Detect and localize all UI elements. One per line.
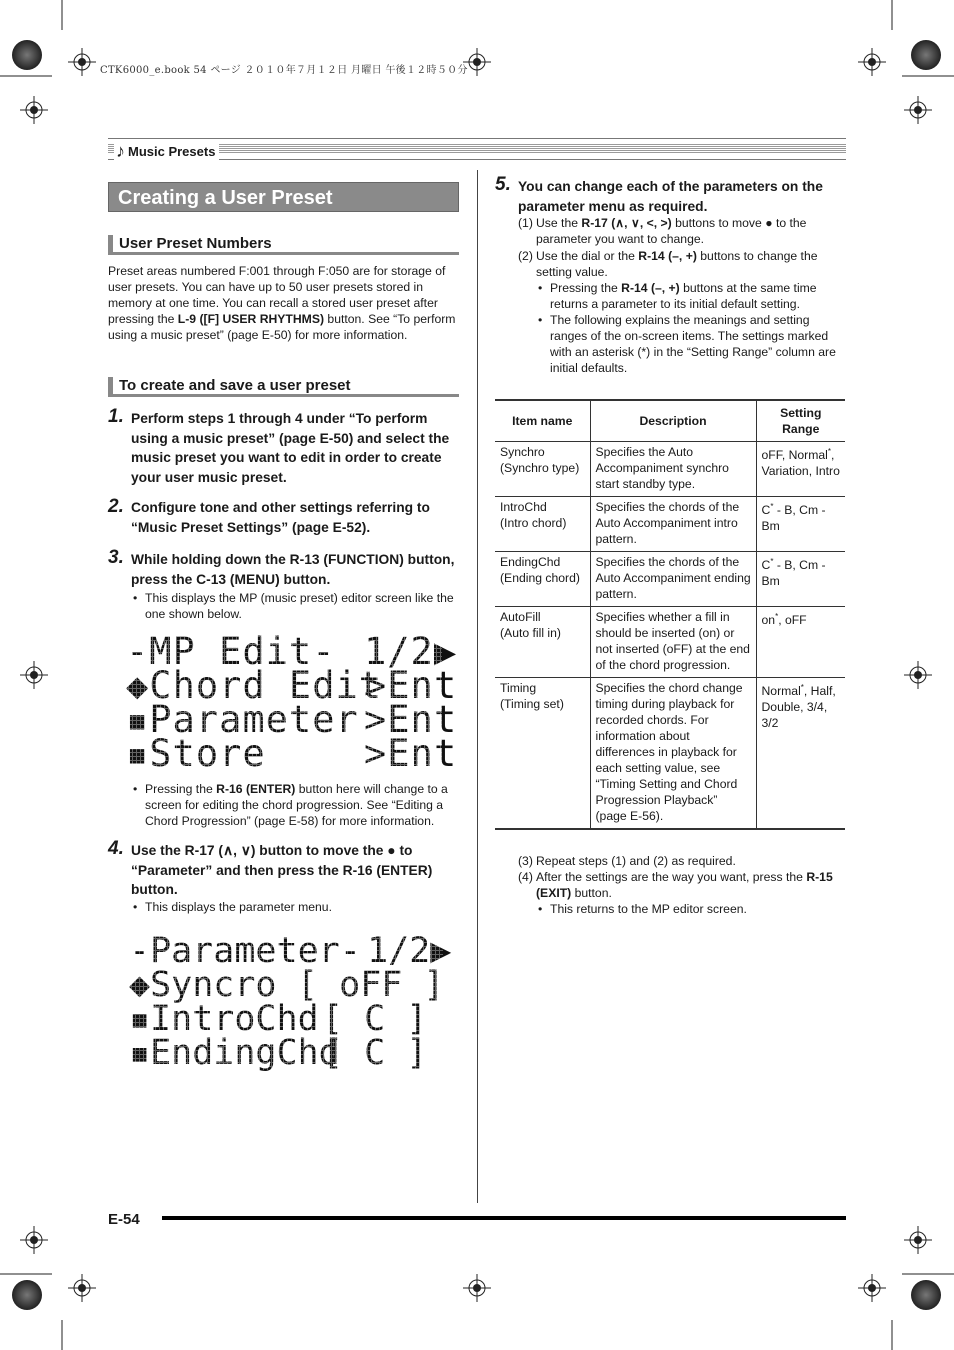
lcd-parameter-screen <box>127 930 452 1073</box>
svg-text:>Ent: >Ent <box>364 698 458 741</box>
column-header: Description <box>590 400 756 442</box>
description-cell: Specifies the chords of the Auto Accompaniment intro pattern. <box>590 497 756 552</box>
setting-range-cell: C* - B, Cm - Bm <box>756 552 845 607</box>
svg-text:▪Store: ▪Store <box>126 732 266 775</box>
item-name-cell: AutoFill (Auto fill in) <box>495 607 590 678</box>
subhead-create: To create and save a user preset <box>108 377 459 397</box>
music-note-icon: ♪ <box>116 141 125 161</box>
step-5-text: You can change each of the parameters on the parameter menu as required. <box>518 179 823 214</box>
svg-text:>Ent: >Ent <box>364 732 458 775</box>
substep-3: Repeat steps (1) and (2) as required. <box>536 854 736 868</box>
bullet: • This returns to the MP editor screen. <box>536 901 846 917</box>
svg-text:◆Syncro: ◆Syncro <box>129 965 277 1005</box>
step-2-text: Configure tone and other settings referring to “Music Preset Settings” (page E-52). <box>131 500 430 535</box>
item-name-cell: IntroChd (Intro chord) <box>495 497 590 552</box>
bullet: • Pressing the R-16 (ENTER) button here will change to a screen for editing the chord progression. See “Editing a Chord Progression” (page E-58) for more information. <box>131 781 475 829</box>
setting-range-cell: Normal*, Half, Double, 3/4, 3/2 <box>756 678 845 830</box>
svg-text:-MP Edit-: -MP Edit- <box>126 630 336 673</box>
step-number: 4. <box>108 838 124 859</box>
step-number: 1. <box>108 406 124 427</box>
table-row <box>495 497 845 552</box>
description-cell: Specifies the Auto Accompaniment synchro start standby type. <box>590 442 756 497</box>
step-4-text: Use the R-17 (∧, ∨) button to move the ● to “Parameter” and then press the R-16 (ENTER) button. <box>131 843 433 897</box>
parameter-table <box>495 399 845 830</box>
step-1-text: Perform steps 1 through 4 under “To perform using a music preset” (page E-50) and select the music preset you want to edit in order to create your user music preset. <box>131 411 450 485</box>
substep-number: (4) <box>518 870 533 884</box>
substep-2: Use the dial or the R-14 (–, +) buttons to change the setting value. <box>536 249 818 279</box>
svg-text:[ oFF ]: [ oFF ] <box>297 965 445 1005</box>
page-number: E-54 <box>108 1211 140 1228</box>
svg-text:[ C ]: [ C ] <box>322 999 428 1039</box>
section-label: Music Presets <box>128 144 216 159</box>
svg-text:1/2▶: 1/2▶ <box>367 931 452 971</box>
subhead-numbers: User Preset Numbers <box>108 235 459 255</box>
section-bar <box>108 138 846 160</box>
setting-range-cell: oFF, Normal*, Variation, Intro <box>756 442 845 497</box>
column-divider <box>477 170 478 1203</box>
substep-1: Use the R-17 (∧, ∨, <, >) buttons to move ● to the parameter you want to change. <box>536 216 807 246</box>
table-row <box>495 442 845 497</box>
step-number: 3. <box>108 547 124 568</box>
bullet: • The following explains the meanings and setting ranges of the on-screen items. The settings marked with an asterisk (*) in the “Setting Range” column are initial defaults. <box>536 312 846 376</box>
substep-number: (1) <box>518 216 533 230</box>
svg-text:▪Parameter: ▪Parameter <box>126 698 359 741</box>
bullet: • This displays the MP (music preset) editor screen like the one shown below. <box>131 590 470 622</box>
description-cell: Specifies the chords of the Auto Accompaniment ending pattern. <box>590 552 756 607</box>
column-header: Item name <box>495 400 590 442</box>
substep-number: (2) <box>518 249 533 263</box>
substep-4: After the settings are the way you want, press the R-15 (EXIT) button. <box>536 870 833 900</box>
item-name-cell: Timing (Timing set) <box>495 678 590 830</box>
svg-text:1/2▶: 1/2▶ <box>364 630 458 673</box>
svg-text:▪IntroChd: ▪IntroChd <box>129 999 319 1039</box>
table-row <box>495 552 845 607</box>
description-cell: Specifies the chord change timing during playback for recorded chords. For information about differences in playback for each setting value, see “Timing Setting and Chord Progression Playback” (page E-56). <box>590 678 756 830</box>
print-header: CTK6000_e.book 54 ページ ２０１０年７月１２日 月曜日 午後１２時５０分 <box>100 65 468 76</box>
svg-text:◆Chord Edit: ◆Chord Edit <box>126 664 383 707</box>
svg-text:▪EndingChd: ▪EndingChd <box>129 1033 340 1073</box>
column-header: Setting Range <box>756 400 845 442</box>
svg-text:>Ent: >Ent <box>364 664 458 707</box>
lcd-mp-edit-screen <box>124 630 458 775</box>
footer-rule <box>162 1216 846 1220</box>
bullet: • This displays the parameter menu. <box>131 899 470 915</box>
page-title: Creating a User Preset <box>108 182 459 212</box>
step-number: 2. <box>108 496 124 517</box>
step-number: 5. <box>495 174 511 195</box>
svg-text:[ C ]: [ C ] <box>322 1033 428 1073</box>
setting-range-cell: on*, oFF <box>756 607 845 678</box>
table-row <box>495 607 845 678</box>
description-cell: Specifies whether a fill in should be inserted (on) or not inserted (oFF) at the end of the chord progression. <box>590 607 756 678</box>
step-3-text: While holding down the R-13 (FUNCTION) button, press the C-13 (MENU) button. <box>131 552 455 587</box>
setting-range-cell: C* - B, Cm - Bm <box>756 497 845 552</box>
substep-number: (3) <box>518 854 533 868</box>
svg-text:-Parameter-: -Parameter- <box>129 931 361 971</box>
bullet: • Pressing the R-14 (–, +) buttons at the same time returns a parameter to its initial default setting. <box>536 280 846 312</box>
item-name-cell: Synchro (Synchro type) <box>495 442 590 497</box>
table-row <box>495 678 845 830</box>
item-name-cell: EndingChd (Ending chord) <box>495 552 590 607</box>
intro-paragraph: Preset areas numbered F:001 through F:050 are for storage of user presets. You can have up to 50 user presets stored in memory at one time. You can recall a stored user preset after pressing the L-9 ([F] USER RHYTHMS) button. See “To perform using a music preset” (page E-50) for more information. <box>108 264 456 342</box>
